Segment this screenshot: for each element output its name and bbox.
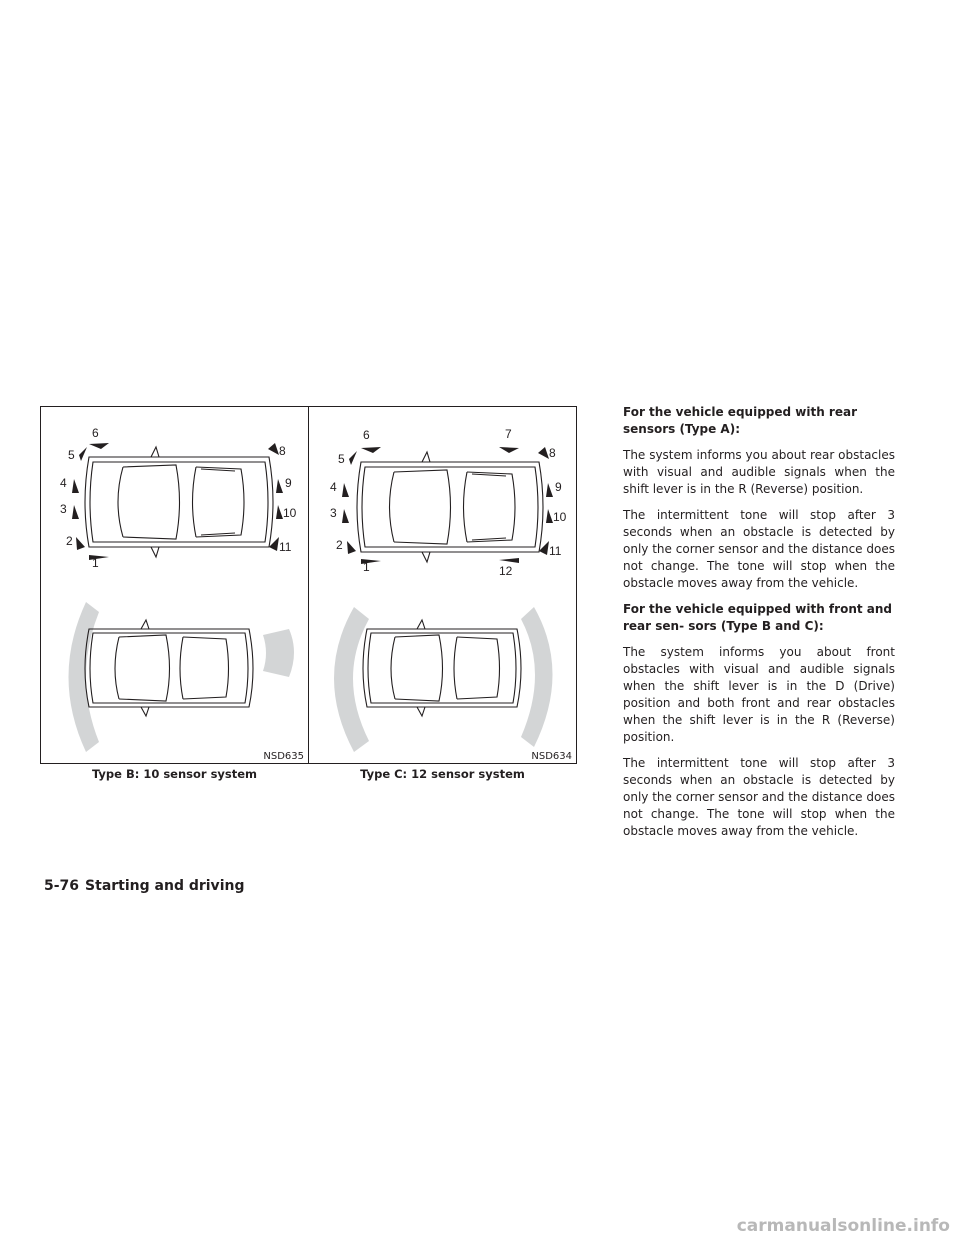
sensor-label-12: 12 <box>499 564 513 578</box>
sensor-label-11: 11 <box>549 544 562 558</box>
heading-type-a: For the vehicle equipped with rear sensors (Type A): <box>623 405 858 436</box>
sensor-label-2: 2 <box>336 538 343 552</box>
sensor-label-3: 3 <box>60 502 67 516</box>
sensor-label-5: 5 <box>338 452 345 466</box>
bottom-car-outline <box>363 620 521 716</box>
sensor-label-4: 4 <box>60 476 67 490</box>
paragraph: The system informs you about rear obstacles with visual and audible signals when the shift lever is in the R (Reverse) position. <box>623 448 895 496</box>
sensor-label-10: 10 <box>283 506 297 520</box>
text-column <box>623 404 895 849</box>
figure-code: NSD634 <box>531 751 572 762</box>
type-b-sensor-diagram <box>41 407 308 763</box>
paragraph: The system informs you about front obstacles with visual and audible signals when the shift lever is in the D (Drive) position and both front and rear obstacles when the shift lever is in the R (Reverse) position. <box>623 645 895 744</box>
sensor-label-3: 3 <box>330 506 337 520</box>
sensor-label-11: 11 <box>279 540 292 554</box>
figure-type-b <box>40 406 309 764</box>
sensor-label-8: 8 <box>549 446 556 460</box>
section-title: Starting and driving <box>85 878 245 894</box>
sensor-label-7: 7 <box>505 427 512 441</box>
figure-caption: Type B: 10 sensor system <box>91 767 258 781</box>
sensor-label-10: 10 <box>553 510 567 524</box>
sensor-label-1: 1 <box>363 560 370 574</box>
bottom-car-outline <box>85 620 253 716</box>
heading-type-b-c: For the vehicle equipped with front and rear sen- sors (Type B and C): <box>623 602 893 633</box>
page-footer <box>44 878 244 894</box>
sensor-label-8: 8 <box>279 444 286 458</box>
paragraph: The intermittent tone will stop after 3 seconds when an obstacle is detected by only the corner sensor and the distance does not change. The tone will stop when the obstacle moves away from the vehicle. <box>623 756 895 838</box>
paragraph: The intermittent tone will stop after 3 seconds when an obstacle is detected by only the corner sensor and the distance does not change. The tone will stop when the obstacle moves away from the vehicle. <box>623 508 895 590</box>
sensor-label-5: 5 <box>68 448 75 462</box>
figure-code: NSD635 <box>263 751 304 762</box>
figure-type-c <box>308 406 577 764</box>
sensor-label-9: 9 <box>555 480 562 494</box>
sensor-label-4: 4 <box>330 480 337 494</box>
type-c-sensor-diagram <box>309 407 576 763</box>
sensor-label-2: 2 <box>66 534 73 548</box>
figure-caption: Type C: 12 sensor system <box>360 767 525 781</box>
sensor-label-1: 1 <box>92 556 99 570</box>
top-car-outline <box>85 447 273 557</box>
rear-detection-zone <box>69 602 100 752</box>
sensor-label-6: 6 <box>92 426 99 440</box>
top-car-outline <box>357 452 543 562</box>
sensor-label-6: 6 <box>363 428 370 442</box>
front-detection-zone <box>263 629 294 677</box>
watermark: carmanualsonline.info <box>736 1216 950 1236</box>
page-number: 5-76 <box>44 878 80 894</box>
sensor-label-9: 9 <box>285 476 292 490</box>
front-detection-zone <box>521 607 553 747</box>
